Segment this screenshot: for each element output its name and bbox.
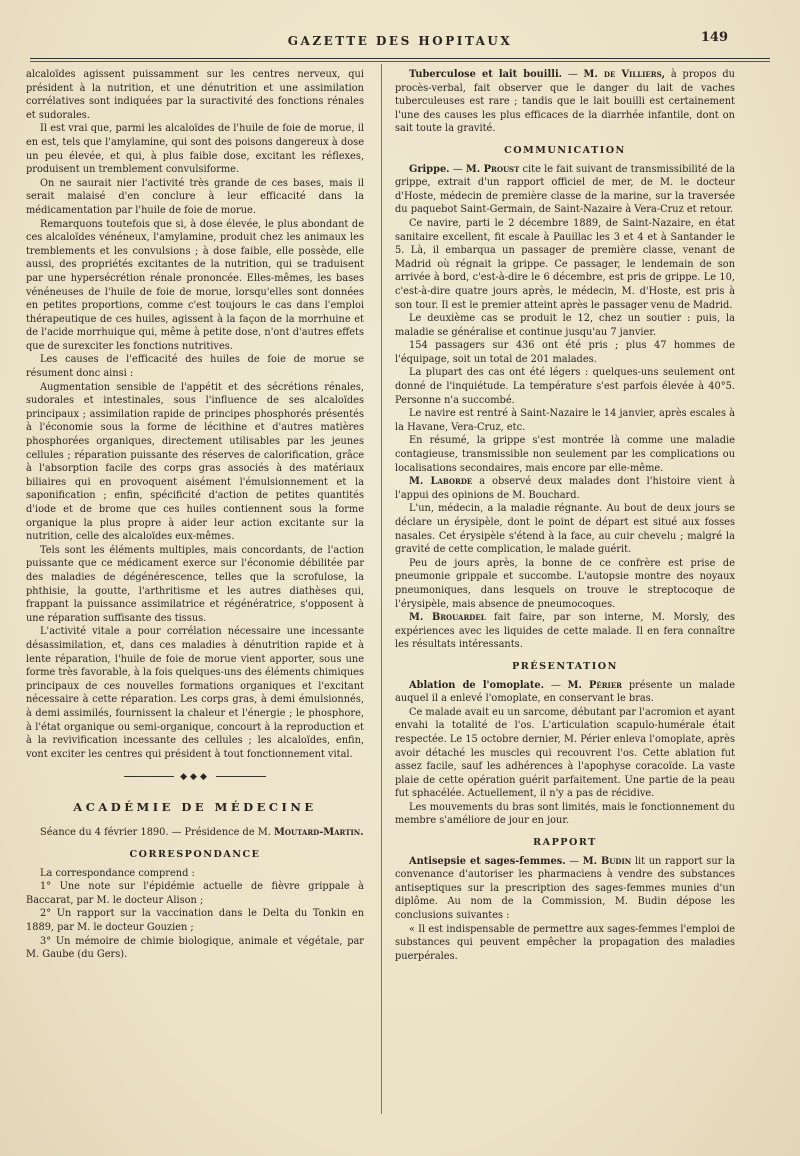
header-rule xyxy=(30,58,770,59)
header-rule-thin xyxy=(30,61,770,62)
paragraph-brouardel xyxy=(395,611,735,652)
article-tuberculose xyxy=(395,68,735,136)
paragraph-laborde xyxy=(395,475,735,502)
page-number: 149 xyxy=(700,30,728,45)
article-text: à propos du procès-verbal, fait observer que le danger du lait de vaches tuberculeuses est rare ; tandis que le lait bouilli est certainement l'une des causes les plus efficaces de la diarrhée infantile, dont on sait toute la gravité. xyxy=(395,69,735,135)
paragraph: Ce malade avait eu un sarcome, débutant par l'acromion et ayant envahi la totalité de l'os. L'articulation scapulo-humérale était respectée. Le 15 octobre dernier, M. Périer enleva l'omoplate, après avoir détaché les muscles qui recouvrent l'os. Cette ablation fut assez facile, sauf les adhérences à l'apophyse coracoïde. La vaste plaie de cette opération guérit parfaitement. Une partie de la peau fut sphacélée. Actuellement, il n'y a pas de récidive. xyxy=(395,706,735,800)
speaker-name: M. Laborde xyxy=(409,476,473,488)
right-column xyxy=(395,68,735,963)
speaker-name: M. Proust xyxy=(465,163,520,175)
paragraph: Le deuxième cas se produit le 12, chez un soutier : puis, la maladie se généralise et continue jusqu'au 7 janvier. xyxy=(395,313,735,338)
speaker-name: M. Budin xyxy=(582,855,632,867)
communication-heading: COMMUNICATION xyxy=(504,144,626,156)
paragraph: alcaloïdes agissent puissamment sur les centres nerveux, qui président à la nutrition, et une dénutrition et une assimilation corrélatives sont indiquées par la suractivité des fonctions rénales et sudorales. xyxy=(26,69,364,121)
paragraph: L'activité vitale a pour corrélation nécessaire une incessante désassimilation, et, dans ces maladies à dénutrition rapide et à lente réparation, l'huile de foie de morue vient apporter, sous une forme très favorable, à la fois quelques-uns des éléments chimiques principaux de ces nouvelles formations organiques et l'excitant nécessaire à cette réparation. Les corps gras, à demi émulsionnés, à demi assimilés, fournissent la chaleur et l'énergie ; le phosphore, à l'état organique ou semi-organique, concourt à la reproduction et à la revivification incessante des cellules ; les alcaloïdes, enfin, vont exciter les centres qui président à tout fonctionnement vital. xyxy=(26,626,364,760)
paragraph: On ne saurait nier l'activité très grande de ces bases, mais il serait malaisé d'en conclure à leur efficacité dans la médicamentation par l'huile de foie de morue. xyxy=(26,177,364,216)
paragraph: Augmentation sensible de l'appétit et des sécrétions rénales, sudorales et intestinales, sous l'influence de ses alcaloïdes principaux ; assimilation rapide de principes phosphorés présentés à l'économie sous la forme de lécithine et d'autres matières phosphorées organiques, directement utilisables par les jeunes cellules ; réparation puissante des réserves de calorification, grâce à l'absorption facile des corps gras associés à des matériaux biliaires qui en provoquent aisément l'émulsionnement et la saponification ; enfin, spécificité d'action de petites quantités d'iode et de brome que ces huiles contiennent sous la forme organique la plus propre à aider leur action excitante sur la nutrition, celle des alcaloïdes eux-mêmes. xyxy=(26,381,364,543)
paragraph: Les causes de l'efficacité des huiles de foie de morue se résument donc ainsi : xyxy=(26,354,364,380)
presentation-heading: PRÉSENTATION xyxy=(512,660,618,672)
paragraph: Les mouvements du bras sont limités, mais le fonctionnement du membre s'améliore de jour en jour. xyxy=(395,801,735,827)
article-text: présente un malade auquel il a enlevé l'omoplate, en conservant le bras. xyxy=(395,679,735,705)
article-text: lit un rapport sur la convenance d'autoriser les pharmaciens à vendre des substances antiseptiques sur la prescription des sages-femmes munies d'un diplôme. Au nom de la Commission, M. Budin dépose les conclusions suivantes : xyxy=(395,855,735,922)
speaker-name: M. de Villiers, xyxy=(583,69,666,80)
article-text: fait faire, par son interne, M. Morsly, des expériences avec les liquides de cette malade. Il en fera connaître les résultats intéressants. xyxy=(395,612,736,651)
dash: — xyxy=(544,679,568,691)
paragraph: Peu de jours après, la bonne de ce confrère est prise de pneumonie grippale et succombe. L'autopsie montre des noyaux pneumoniques, dans lesquels on trouve le streptocoque de l'érysipèle, mais absence de pneumocoques. xyxy=(395,557,735,610)
list-item: 1° Une note sur l'épidémie actuelle de fièvre grippale à Baccarat, par M. le docteur Alison ; xyxy=(26,881,364,906)
president-name: Moutard-Martin. xyxy=(274,827,364,839)
academy-heading: ACADÉMIE DE MÉDECINE xyxy=(73,799,317,814)
speaker-name: M. Brouardel xyxy=(409,612,486,624)
paragraph: Remarquons toutefois que si, à dose élevée, le plus abondant de ces alcaloïdes vénéneux, l'amylamine, produit chez les animaux les tremblements et les convulsions ; à dose faible, elle possède, elle aussi, des propriétés excitantes de la nutrition, qui se traduisent par une hypersécrétion rénale prononcée. Elles-mêmes, les bases vénéneuses de l'huile de foie de morue, lorsqu'elles sont données en petites proportions, comme c'est toujours le cas dans l'emploi thérapeutique de ces huiles, agissent à la façon de la morrhuine et de l'acide morrhuique qui, même à petite dose, n'ont d'autres effets que de surexciter les fonctions nutritives. xyxy=(26,218,364,352)
paragraph: Tels sont les éléments multiples, mais concordants, de l'action puissante que ce médicament exerce sur l'économie débilitée par des maladies de dégénérescence, telles que la scrofulose, la phthisie, la goutte, l'arthritisme et les autres diathèses qui, frappant la puissance assimilatrice et régénératrice, s'opposent à une réparation suffisante des tissus. xyxy=(26,544,364,624)
list-item: 2° Un rapport sur la vaccination dans le Delta du Tonkin en 1889, par M. le docteur Gouzien ; xyxy=(26,908,364,934)
article-title: Grippe. xyxy=(409,163,450,175)
article-text: a observé deux malades dont l'histoire vient à l'appui des opinions de M. Bouchard. xyxy=(395,476,735,501)
article-title: Tuberculose et lait bouilli. xyxy=(409,69,563,80)
paragraph: Ce navire, parti le 2 décembre 1889, de Saint-Nazaire, en état sanitaire excellent, fit escale à Pauillac les 3 et 4 et à Santander le 5. Là, il embarqua un passager de première classe, venant de Madrid où régnait la grippe. Ce passager, le lendemain de son arrivée à bord, c'est-à-dire le 6 décembre, est pris de grippe. Le 10, c'est-à-dire quatre jours après, le médecin, M. d'Hoste, est pris à son tour. Il est le premier atteint après le passager venu de Madrid. xyxy=(395,217,735,311)
article-text: cite le fait suivant de transmissibilité de la grippe, extrait d'un rapport officiel de mer, de M. le docteur d'Hoste, médecin de première classe de la marine, sur la traversée du paquebot Saint-Germain, de Saint-Nazaire à Vera-Cruz et retour. xyxy=(395,163,735,216)
paragraph: La correspondance comprend : xyxy=(40,867,195,879)
article-antisepsie xyxy=(395,855,735,923)
seance-line xyxy=(26,826,364,840)
list-item: 3° Un mémoire de chimie biologique, animale et végétale, par M. Gaube (du Gers). xyxy=(26,935,364,961)
page-header xyxy=(30,30,770,58)
seance-prefix: Séance du 4 février 1890. — Présidence de M. xyxy=(40,827,271,839)
speaker-name: M. Périer xyxy=(567,679,622,691)
left-column xyxy=(26,68,364,962)
rapport-heading: RAPPORT xyxy=(533,837,597,849)
correspondance-heading: CORRESPONDANCE xyxy=(129,849,261,861)
paragraph: 154 passagers sur 436 ont été pris ; plus 47 hommes de l'équipage, soit un total de 201 malades. xyxy=(395,340,735,365)
section-ornament: ◆◆◆ xyxy=(26,771,364,785)
dash: — xyxy=(562,69,584,80)
article-title: Antisepsie et sages-femmes. xyxy=(409,855,566,867)
running-title: GAZETTE DES HOPITAUX xyxy=(287,34,513,48)
article-title: Ablation de l'omoplate. xyxy=(409,679,545,691)
paragraph: L'un, médecin, a la maladie régnante. Au bout de deux jours se déclare un érysipèle, dont le point de départ est situé aux fosses nasales. Cet érysipèle s'étend à la face, au cuir chevelu ; malgré la gravité de cette complication, le malade guérit. xyxy=(395,503,735,556)
article-grippe xyxy=(395,163,735,217)
paragraph: En résumé, la grippe s'est montrée là comme une maladie contagieuse, transmissible non seulement par les complications ou localisations secondaires, mais encore par elle-même. xyxy=(395,435,735,474)
dash: — xyxy=(449,163,466,175)
article-ablation xyxy=(395,679,735,706)
column-divider xyxy=(381,64,382,1114)
paragraph: La plupart des cas ont été légers : quelques-uns seulement ont donné de l'inquiétude. La température s'est parfois élevée à 40°5. Personne n'a succombé. xyxy=(395,367,735,406)
paragraph: Le navire est rentré à Saint-Nazaire le 14 janvier, après escales à la Havane, Vera-Cruz, etc. xyxy=(395,408,735,433)
paragraph: « Il est indispensable de permettre aux sages-femmes l'emploi de substances qui peuvent empêcher la propagation des maladies puerpérales. xyxy=(395,923,735,962)
paragraph: Il est vrai que, parmi les alcaloïdes de l'huile de foie de morue, il en est, tels que l'amylamine, qui sont des poisons dangereux à dose un peu élevée, et qui, à plus faible dose, excitant les réflexes, produisent un tremblement convulsiforme. xyxy=(26,123,364,176)
dash: — xyxy=(565,855,583,867)
